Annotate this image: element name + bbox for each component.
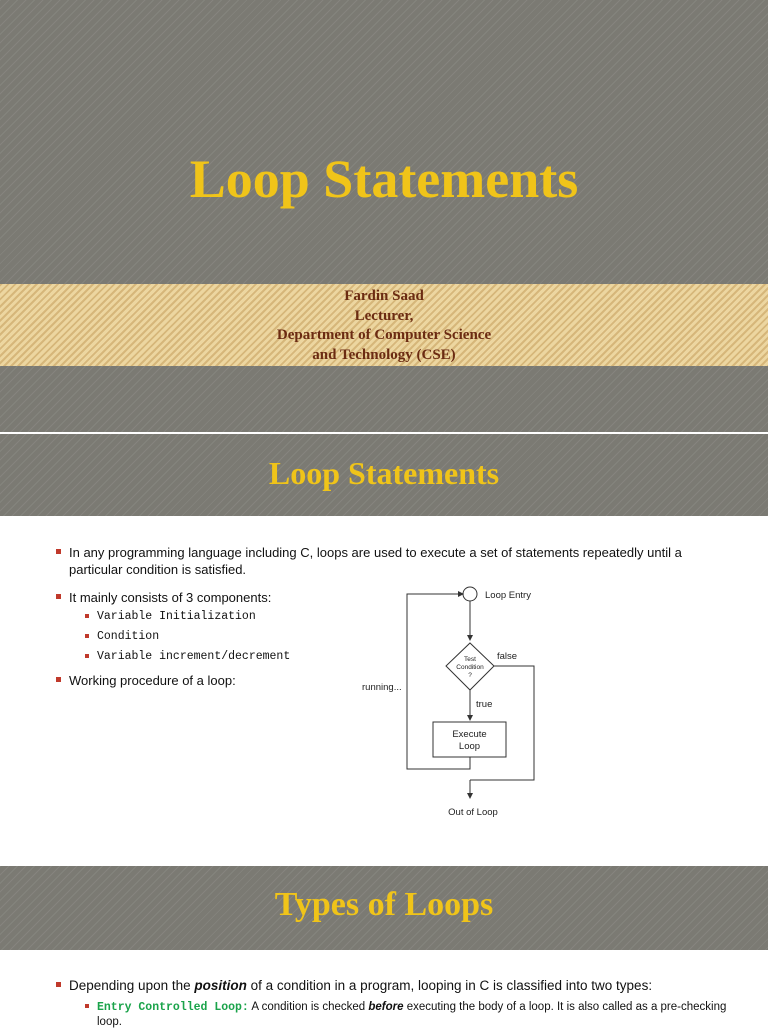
title-slide-background (0, 0, 768, 284)
entry-controlled-text-end: executing the body of a loop. It is also called as a pre-checking loop. (97, 1001, 727, 1028)
bullet-procedure-text: Working procedure of a loop: (69, 673, 236, 688)
bullet-marker (56, 549, 61, 554)
test-label-3: ? (468, 672, 472, 679)
entry-controlled-term: Entry Controlled Loop: (97, 1001, 249, 1014)
execute-label-1: Execute (452, 729, 487, 740)
entry-controlled-item (97, 1000, 737, 1030)
loop-flowchart (350, 580, 570, 825)
component-item (97, 630, 159, 643)
bullet-types (69, 977, 749, 994)
component-item (97, 650, 290, 663)
bullet-types-emphasis: position (194, 978, 247, 993)
true-label: true (476, 699, 493, 710)
sub-bullet-marker (85, 614, 89, 618)
author-block (0, 287, 768, 365)
entry-controlled-text: A condition is checked (248, 1001, 369, 1013)
component-label: Condition (97, 630, 160, 643)
bullet-intro (69, 544, 709, 578)
bullet-components-text: It mainly consists of 3 components: (69, 590, 272, 605)
sub-bullet-marker (85, 1004, 89, 1008)
slide2-title: Loop Statements (268, 455, 500, 491)
title-slide-footer (0, 366, 768, 432)
entry-node (463, 587, 477, 601)
out-of-loop-label: Out of Loop (448, 807, 498, 818)
sub-bullet-marker (85, 654, 89, 658)
running-label: running... (362, 682, 402, 693)
component-item (97, 610, 256, 623)
title-slide-heading: Loop Statements (189, 149, 579, 209)
entry-controlled-emphasis: before (368, 1001, 404, 1013)
bullet-components (69, 589, 271, 606)
execute-label-2: Loop (458, 741, 481, 752)
test-label-2: Condition (456, 664, 484, 671)
bullet-marker (56, 982, 61, 987)
false-label: false (497, 651, 518, 662)
component-label: Variable increment/decrement (97, 650, 291, 663)
test-label-1: Test (464, 656, 476, 663)
author-name: Fardin Saad (344, 288, 424, 304)
author-dept-line1: Department of Computer Science (276, 327, 492, 343)
entry-label: Loop Entry (485, 590, 531, 601)
author-dept-line2: and Technology (CSE) (312, 346, 456, 363)
bullet-marker (56, 594, 61, 599)
bullet-procedure (69, 672, 236, 689)
bullet-types-text: Depending upon the (69, 978, 195, 993)
sub-bullet-marker (85, 634, 89, 638)
author-role: Lecturer, (354, 307, 414, 324)
component-label: Variable Initialization (97, 610, 256, 623)
bullet-types-text-end: of a condition in a program, looping in C is classified into two types: (246, 978, 653, 993)
bullet-intro-text: In any programming language including C, loops are used to execute a set of statements repeatedly until a particular condition is satisfied. (69, 545, 682, 577)
bullet-marker (56, 677, 61, 682)
slide3-title: Types of Loops (274, 886, 494, 923)
